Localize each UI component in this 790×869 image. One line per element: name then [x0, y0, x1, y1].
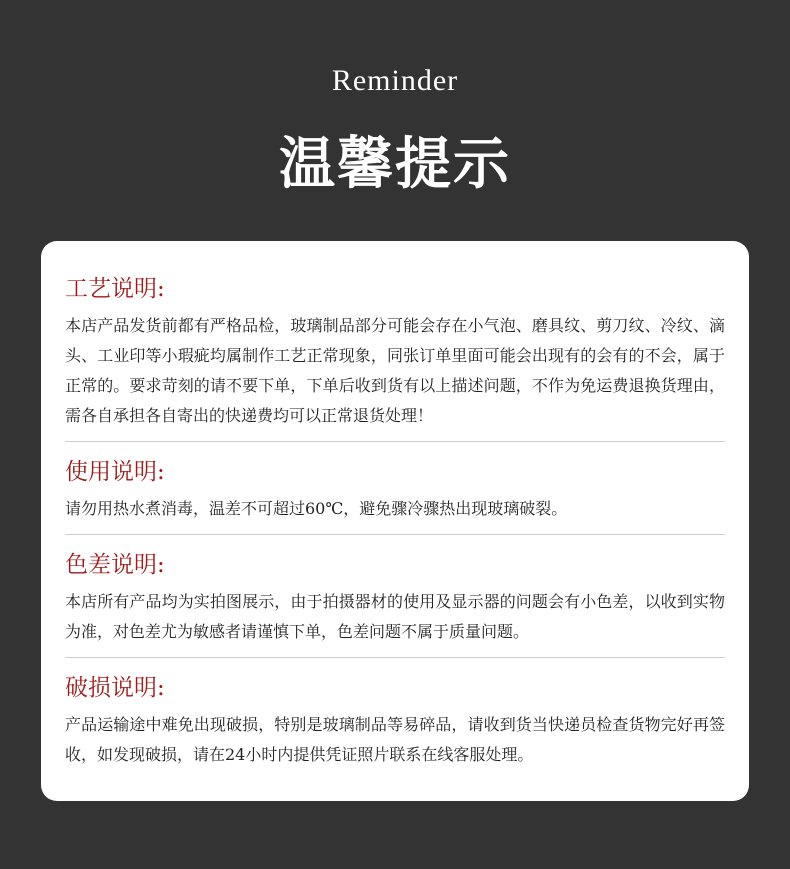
section-heading-damage: 破损说明:	[65, 675, 165, 701]
section-heading-color: 色差说明:	[65, 552, 165, 578]
section-heading-usage: 使用说明:	[65, 459, 165, 485]
notice-card	[41, 241, 749, 801]
section-damage	[65, 657, 725, 780]
section-usage	[65, 441, 725, 534]
page-title: 温馨提示	[279, 131, 511, 197]
subtitle-reminder: Reminder	[331, 64, 459, 97]
section-body-color: 本店所有产品均为实拍图展示，由于拍摄器材的使用及显示器的问题会有小色差，以收到实物为准，对色差尤为敏感者请谨慎下单，色差问题不属于质量问题。	[65, 592, 725, 641]
section-body-damage: 产品运输途中难免出现破损，特别是玻璃制品等易碎品，请收到货当快递员检查货物完好再签收，如发现破损，请在24小时内提供凭证照片联系在线客服处理。	[65, 715, 725, 764]
section-body-craft: 本店产品发货前都有严格品检，玻璃制品部分可能会存在小气泡、磨具纹、剪刀纹、冷纹、滴头、工业印等小瑕疵均属制作工艺正常现象，同张订单里面可能会出现有的会有的不会，属于正常的。要求苛刻的请不要下单，下单后收到货有以上描述问题，不作为免运费退换货理由，需各自承担各自寄出的快递费均可以正常退货处理！	[65, 316, 725, 425]
section-body-usage: 请勿用热水煮消毒，温差不可超过60℃，避免骤冷骤热出现玻璃破裂。	[65, 499, 568, 518]
section-color	[65, 534, 725, 657]
section-heading-craft: 工艺说明:	[65, 276, 165, 302]
section-craft	[65, 271, 725, 441]
